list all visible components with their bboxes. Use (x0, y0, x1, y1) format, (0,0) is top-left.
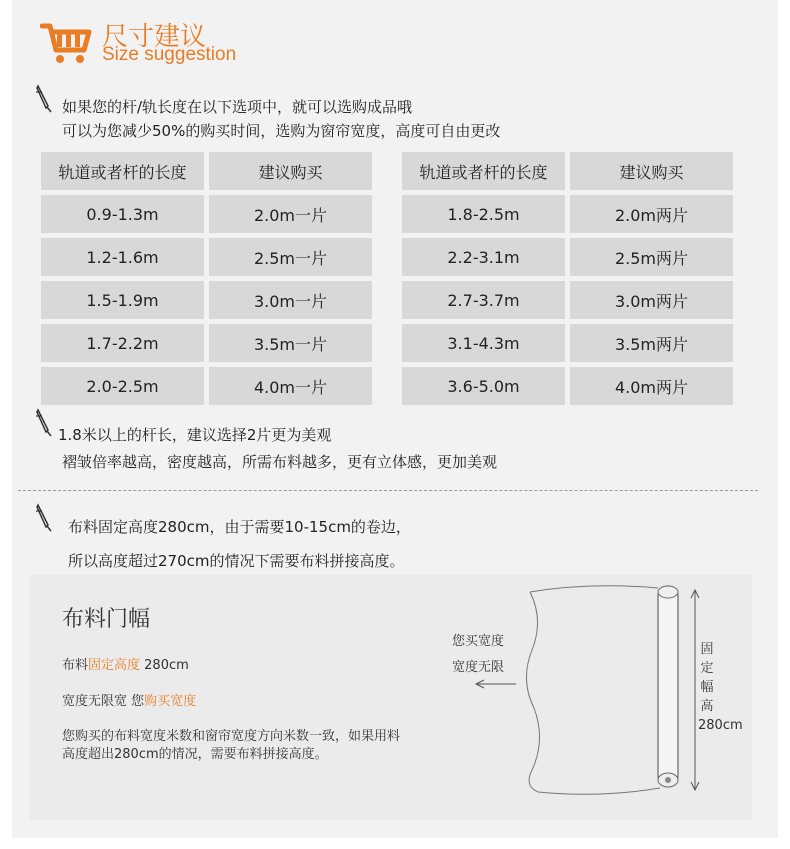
height-annotation: 固 定 幅 高 (700, 642, 714, 714)
table-cell: 2.7-3.7m (402, 281, 565, 319)
note-line: 可以为您减少50%的购买时间，选购为窗帘宽度，高度可自由更改 (62, 122, 501, 140)
note-line: 布料固定高度280cm，由于需要10-15cm的卷边， (68, 518, 411, 536)
table-cell: 2.0m一片 (209, 195, 372, 233)
note-line: 1.8米以上的杆长，建议选择2片更为美观 (58, 426, 332, 444)
table-cell: 3.0m两片 (570, 281, 733, 319)
fabric-description: 高度超出280cm的情况，需要布料拼接高度。 (62, 747, 328, 762)
pen-icon (34, 84, 56, 114)
table-cell: 2.0m两片 (570, 195, 733, 233)
table-cell: 2.5m两片 (570, 238, 733, 276)
height-value: 280cm (698, 718, 743, 733)
fabric-height-text: 布料固定高度 280cm (62, 658, 189, 673)
size-table-double (402, 152, 733, 405)
fabric-description: 您购买的布料宽度米数和窗帘宽度方向米数一致，如果用料 (62, 729, 401, 744)
table-cell: 4.0m两片 (570, 367, 733, 405)
pen-icon (34, 503, 56, 533)
fabric-width-text: 宽度无限宽 您购买宽度 (62, 694, 197, 709)
table-cell: 3.5m一片 (209, 324, 372, 362)
pen-icon (34, 408, 56, 438)
table-cell: 3.6-5.0m (402, 367, 565, 405)
table-cell: 1.8-2.5m (402, 195, 565, 233)
table-cell: 1.7-2.2m (41, 324, 204, 362)
table-cell: 4.0m一片 (209, 367, 372, 405)
table-cell: 2.0-2.5m (41, 367, 204, 405)
title-chinese: 尺寸建议 (102, 22, 207, 52)
shopping-cart-icon (40, 20, 92, 66)
note-line: 如果您的杆/轨长度在以下选项中，就可以选购成品哦 (62, 98, 413, 116)
fabric-title: 布料门幅 (62, 607, 151, 632)
table-cell: 2.2-3.1m (402, 238, 565, 276)
title-english: Size suggestion (102, 44, 237, 65)
size-table-single (41, 152, 372, 405)
dashed-divider (18, 490, 758, 491)
table-header: 轨道或者杆的长度 (402, 152, 565, 190)
note-line: 褶皱倍率越高，密度越高，所需布料越多，更有立体感，更加美观 (62, 453, 498, 471)
table-cell: 0.9-1.3m (41, 195, 204, 233)
table-cell: 2.5m一片 (209, 238, 372, 276)
table-cell: 1.2-1.6m (41, 238, 204, 276)
table-cell: 3.5m两片 (570, 324, 733, 362)
table-header: 建议购买 (570, 152, 733, 190)
width-annotation: 宽度无限 (452, 660, 505, 675)
table-header: 建议购买 (209, 152, 372, 190)
table-cell: 1.5-1.9m (41, 281, 204, 319)
table-header: 轨道或者杆的长度 (41, 152, 204, 190)
width-annotation: 您买宽度 (452, 634, 505, 649)
note-line: 所以高度超过270cm的情况下需要布料拼接高度。 (68, 552, 405, 570)
table-cell: 3.0m一片 (209, 281, 372, 319)
table-cell: 3.1-4.3m (402, 324, 565, 362)
